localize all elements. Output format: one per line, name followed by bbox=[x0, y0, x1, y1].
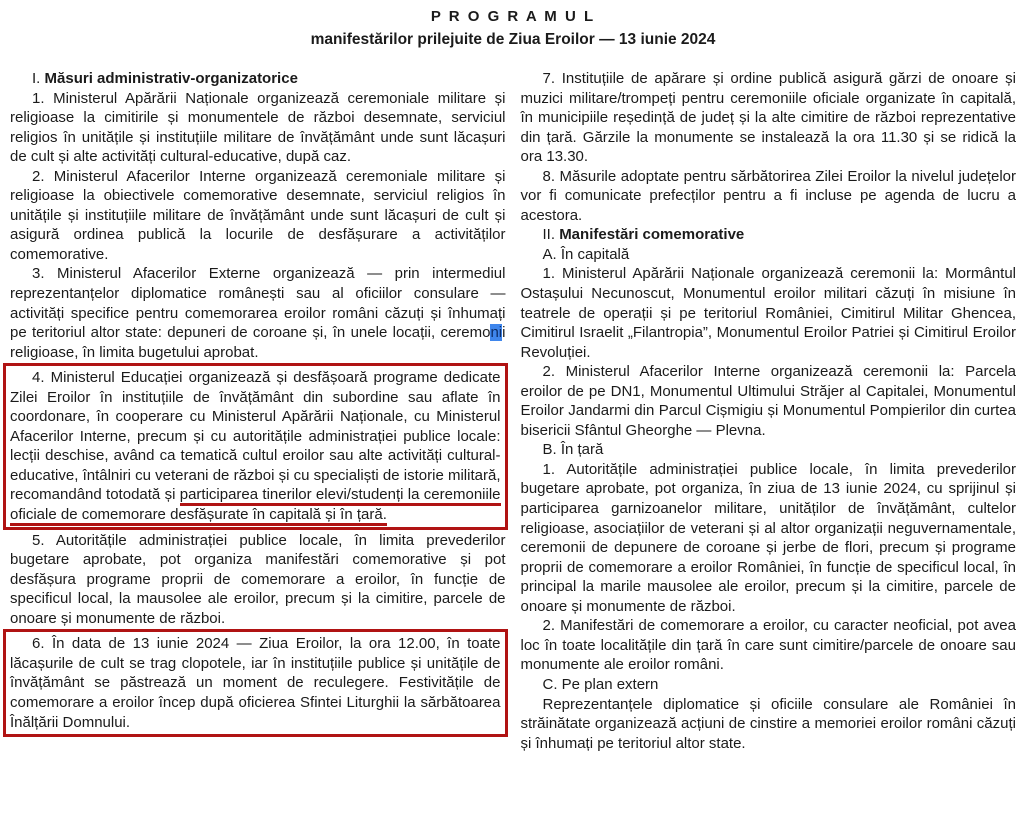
subsection-c-heading: C. Pe plan extern bbox=[542, 675, 659, 693]
section-1-title: Măsuri administrativ-organizatorice bbox=[44, 70, 298, 87]
paragraph-4-text: 4. Ministerul Educației organizează și desfășoară programe dedicate Zilei Eroilor în instituțiile de învățământ din subordine sau aflate în coordonare, în cooperare cu Ministerul Apărării Naționale, cu Ministerul Afacerilor Interne, precum și cu autoritățile administrației publice locale: lecții deschise, având ca tematică cultul eroilor sau alte activități cultural-educative, întâlniri cu veterani de război și cu specialiști de istorie militară, recomandând totodată și bbox=[10, 369, 501, 504]
document-subtitle: manifestărilor prilejuite de Ziua Eroilor — 13 iunie 2024 bbox=[310, 31, 716, 48]
paragraph-2: 2. Ministerul Afacerilor Interne organizează ceremoniale militare și religioase la obiectivele comemorative desemnate, serviciul religios în unitățile și instituțiile militare de învățământ unde sunt lăcașuri de cult și asigură ordinea publică la locurile de desfășurare a activităților comemorative. bbox=[10, 167, 506, 263]
subsection-b-heading: B. În țară bbox=[542, 441, 604, 459]
document-header bbox=[10, 8, 1016, 49]
section-2-title: Manifestări comemorative bbox=[559, 226, 745, 244]
right-column bbox=[521, 69, 1017, 753]
red-annotation-box-paragraph-4 bbox=[3, 363, 508, 529]
section-1-heading bbox=[10, 69, 506, 89]
subsection-a-heading: A. În capitală bbox=[542, 245, 630, 263]
document-columns bbox=[10, 69, 1016, 753]
paragraph-a2: 2. Ministerul Afacerilor Interne organizează ceremonii la: Parcela eroilor de pe DN1, Monumentul Ultimului Străjer al Capitalei, Monumentul Eroilor Jandarmi din Parcul Cișmigiu și Monumentul Pompierilor din curtea bisericii Sfântul Gheorghe — Plevna. bbox=[520, 363, 1016, 439]
paragraph-3-text-after: i religioase, în limita bugetului aprobat. bbox=[10, 324, 506, 361]
red-underline-annotation: participarea tinerilor elevi/studenți la ceremoniile oficiale de comemorare desfășurate în capitală și în țară. bbox=[10, 486, 501, 526]
paragraph-6: 6. În data de 13 iunie 2024 — Ziua Eroilor, la ora 12.00, în toate lăcașurile de cult se trag clopotele, iar în instituțiile publice și unitățile de învățământ se păstrează un moment de reculegere. Festivitățile de comemorare a eroilor încep după oficierea Sfintei Liturghii la sărbătoarea Înălțării Domnului. bbox=[10, 635, 501, 731]
text-selection-highlight: ni bbox=[490, 324, 503, 342]
section-1-number: I. bbox=[32, 70, 41, 87]
paragraph-4 bbox=[10, 368, 501, 524]
paragraph-8: 8. Măsurile adoptate pentru sărbătorirea Zilei Eroilor la nivelul județelor vor fi comunicate prefecților pentru a fi incluse pe agenda de lucru a acestora. bbox=[520, 167, 1016, 224]
red-annotation-box-paragraph-6 bbox=[3, 629, 508, 737]
left-column bbox=[10, 69, 506, 753]
paragraph-a1: 1. Ministerul Apărării Naționale organizează ceremonii la: Mormântul Ostașului Necunoscut, Monumentul eroilor militari căzuți în misiune în teatrele de operații și pe teritoriul României, Cimitirul Militar Ghencea, Cimitirul Israelit „Filantropia”, Monumentul Eroilor Patriei și Cimitirul Eroilor Revoluției. bbox=[520, 265, 1016, 361]
paragraph-c1: Reprezentanțele diplomatice și oficiile consulare ale României în străinătate organizează acțiuni de cinstire a memoriei eroilor români căzuți și înhumați pe teritoriul altor state. bbox=[520, 695, 1016, 752]
paragraph-3-text-before: 3. Ministerul Afacerilor Externe organizează — prin intermediul reprezentanțelor diplomatice românești sau al oficiilor consulare — activități specifice pentru comemorarea eroilor români căzuți și înhumați pe teritoriul altor state: depuneri de coroane și, în unele locații, ceremo bbox=[10, 265, 506, 342]
paragraph-b1: 1. Autoritățile administrației publice locale, în limita prevederilor bugetare aprobate, pot organiza, în ziua de 13 iunie 2024, cu sprijinul și participarea garnizoanelor militare, unităților de învățământ, cultelor religioase, asociațiilor de veterani și al altor organizații neguvernamentale, ceremonii de depunere de coroane și jerbe de flori, precum și programe proprii de comemorare a eroilor României, în funcție de specificul local, în principal la marile mausolee ale eroilor, precum și la cimitire, parcele de onoare și monumente de război. bbox=[520, 460, 1016, 615]
paragraph-3 bbox=[10, 264, 506, 362]
paragraph-b2: 2. Manifestări de comemorare a eroilor, cu caracter neoficial, pot avea loc în toate localitățile din țară în care sunt cimitire/parcele de onoare sau monumente ale eroilor români. bbox=[520, 617, 1016, 674]
document-title: P R O G R A M U L bbox=[430, 8, 596, 25]
paragraph-1: 1. Ministerul Apărării Naționale organizează ceremoniale militare și religioase la cimitirile și monumentele de război desemnate, serviciul religios în unitățile și instituțiile militare de învățământ unde sunt lăcașuri de cult și alte activități cultural-educative, după caz. bbox=[10, 89, 506, 166]
paragraph-5: 5. Autoritățile administrației publice locale, în limita prevederilor bugetare aprobate, pot organiza manifestări comemorative și pot desfășura programe proprii de comemorare a eroilor, în funcție de specificul local, la mausolee ale eroilor, precum și la cimitire, parcele de onoare și monumente de război. bbox=[10, 531, 506, 627]
section-2-number: II. bbox=[542, 226, 556, 244]
paragraph-7: 7. Instituțiile de apărare și ordine publică asigură gărzi de onoare și muzici militare/trompeți pentru ceremoniile oficiale organizate în capitală, în municipiile reședință de județ și la alte cimitire de război reprezentative din țară. Gărzile la monumente se instalează la ora 11.30 și se ridică la ora 13.30. bbox=[520, 70, 1016, 166]
section-2-heading bbox=[521, 225, 1017, 245]
